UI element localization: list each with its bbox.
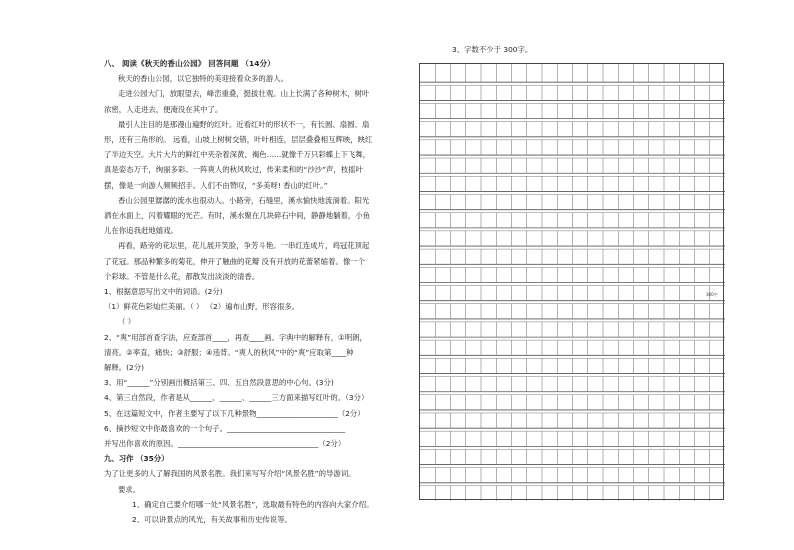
question-line: （ ） xyxy=(118,317,136,327)
word-count-note: 3、字数不少于 300字。 xyxy=(452,45,533,54)
question-line: 解释。(2分) xyxy=(104,363,145,373)
paragraph-line: 摆，像是一向游人频频招手。人们不由赞叹，“多美呀! 香山的红叶。” xyxy=(104,180,328,190)
writing-line: 为了让更多的人了解我国的风景名胜。我们来写写介绍“风景名胜”的导游词。 xyxy=(104,469,356,479)
paragraph-line: 个彩球。不管是什么花，都散发出淡淡的清香。 xyxy=(104,271,260,281)
paragraph-line: 走进公园大门，放眼望去，峰峦重叠，挺拔壮观。山上长满了各种树木，树叶 xyxy=(118,89,370,99)
reading-title: 八、 阅读《秋天的香山公园》 回答问题 （14分） xyxy=(104,59,275,68)
grid-lines xyxy=(420,64,725,501)
paragraph-line: 浓密，人走进去，便淹没在其中了。 xyxy=(104,104,223,114)
question-line: （1）鲜花色彩灿烂美丽。（ ） （2）遍布山野，形容很多。 xyxy=(104,302,300,312)
paragraph-line: 了半边天空。大片大片的鲜红中夹杂着深黄、褐色……就像千万只彩蝶上下飞舞， xyxy=(104,150,371,160)
writing-grid xyxy=(419,63,724,500)
paragraph-line: 儿在你追我赶地嬉戏。 xyxy=(104,226,178,236)
paragraph-line: 真是姿态万千，绚丽多彩。一阵爽人的秋风吹过，传来柔和的“沙沙”声，枝摇叶 xyxy=(104,165,363,175)
question-line: 1、根据意思写出文中的词语。(2分) xyxy=(104,287,223,297)
paragraph-line: 再看，路旁的花坛里，花儿展开笑脸，争芳斗艳。一串红连成片，鸡冠花顶起 xyxy=(118,241,370,251)
paragraph-line: 洒在水面上，闪着耀眼的光芒。有时，溪水聚在几块碎石中间，静静地躺着，小鱼 xyxy=(104,211,371,221)
question-line: 4、第三自然段，作者是从______、______、______三方面来描写红叶的。（3分） xyxy=(104,393,369,403)
writing-line: 2、可以讲景点的风光，有关故事和历史传说等。 xyxy=(132,515,292,525)
question-line: 5、在这篇短文中，作者主要写了以下几种景物______________________（2分） xyxy=(104,408,365,418)
question-line: 6、摘抄短文中你最喜欢的一个句子。________________________________ xyxy=(104,423,346,433)
question-line: 清亮。②率直，痛快；③舒服；④违背。“爽人的秋风”中的“爽”应取第____种 xyxy=(104,347,354,357)
writing-title: 九、习作 （35分） xyxy=(104,454,169,464)
grid-300-mark: 300字 xyxy=(706,292,718,297)
question-line: 3、用“______”分别画出概括第三、四、五自然段意思的中心句。(3分) xyxy=(104,378,334,388)
paragraph-line: 香山公园里潺潺的流水也很动人。小路旁，石缝里，溪水愉快地流淌着。阳光 xyxy=(118,195,370,205)
paragraph-line: 形，还有三角形的。 远看，山坡上树树交错，叶叶相连，层层叠叠相互辉映，映红 xyxy=(104,135,373,145)
paragraph-line: 了花冠。那品种繁多的菊花，伸开了触曲的花瓣 没有开放的花蕾紧缩着。像一个 xyxy=(104,256,366,266)
writing-line: 要求。 xyxy=(118,484,141,494)
reading-section xyxy=(104,56,414,527)
paragraph-line: 最引人注目的是那漫山遍野的红叶。近看红叶的形状不一，有长圆、扇圆、扇 xyxy=(118,119,370,129)
question-line: 并写出你喜欢的原因。______________________________________（2分） xyxy=(104,439,346,449)
paragraph-line: 秋天的香山公园，以它独特的美迎接着众多的游人。 xyxy=(118,74,288,84)
writing-line: 1、确定自己要介绍哪一处“风景名胜”，选取最有特色的内容向大家介绍。 xyxy=(132,499,374,509)
question-line: 2、“爽”用部首查字法，应查部首____，再查____画。字典中的解释有，①明朗， xyxy=(104,332,367,342)
